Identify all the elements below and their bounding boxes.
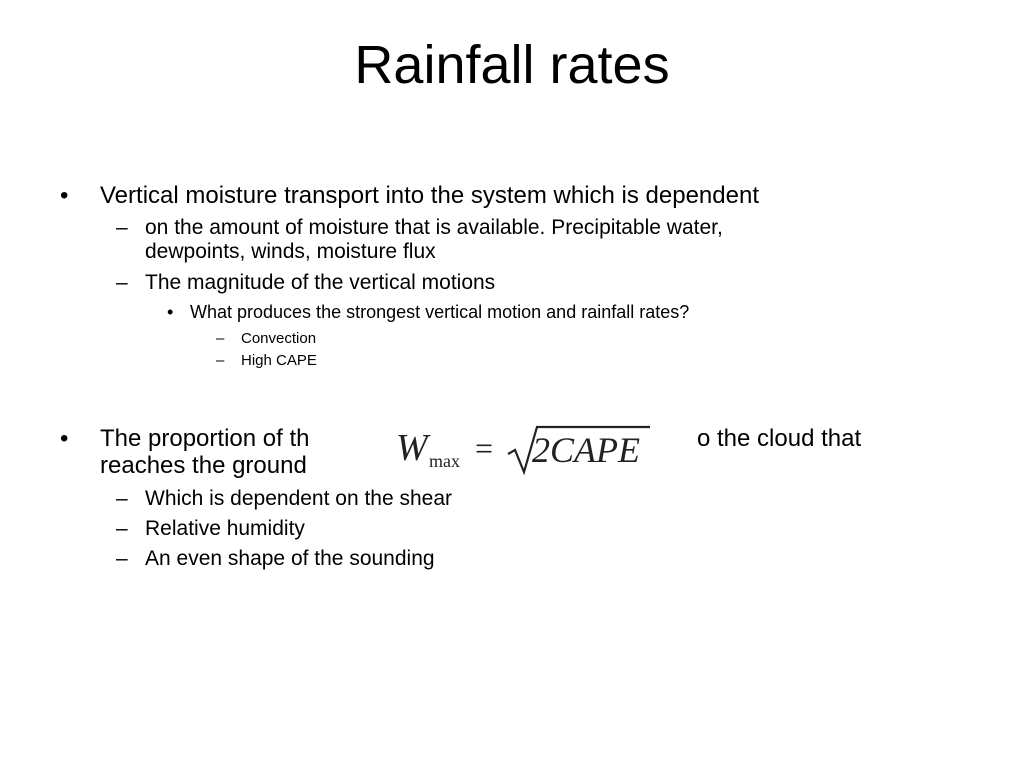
- dash-marker: –: [216, 352, 225, 369]
- sub-sub-item-question: What produces the strongest vertical motion and rainfall rates?: [190, 302, 690, 322]
- wmax-formula-image: [344, 416, 688, 484]
- item-convection: Convection: [241, 330, 317, 347]
- sub-item-sounding-shape: An even shape of the sounding: [145, 547, 435, 570]
- sub-item-vertical-motions: The magnitude of the vertical motions: [145, 271, 496, 294]
- dash-marker: –: [116, 271, 128, 294]
- formula-equals: =: [475, 430, 494, 466]
- bullet-marker: •: [167, 302, 174, 322]
- formula-subscript: max: [429, 451, 460, 471]
- dash-marker: –: [116, 517, 128, 540]
- dash-marker: –: [116, 547, 128, 570]
- bullet-marker: •: [60, 182, 69, 209]
- bullet-marker: •: [60, 425, 69, 452]
- bullet-1-text: Vertical moisture transport into the system which is dependent: [100, 182, 759, 209]
- slide-title: Rainfall rates: [354, 35, 670, 95]
- bullet-2-text-left: The proportion of th: [100, 425, 310, 452]
- dash-marker: –: [116, 216, 128, 239]
- sub-item-moisture-line2: dewpoints, winds, moisture flux: [145, 240, 436, 263]
- sub-item-shear: Which is dependent on the shear: [145, 487, 453, 510]
- formula-radicand: 2CAPE: [532, 430, 640, 470]
- bullet-2-text-right: o the cloud that: [697, 425, 862, 452]
- item-high-cape: High CAPE: [241, 352, 317, 369]
- dash-marker: –: [216, 330, 225, 347]
- dash-marker: –: [116, 487, 128, 510]
- formula-w: W: [396, 427, 428, 469]
- sub-item-moisture-line1: on the amount of moisture that is available. Precipitable water,: [145, 216, 723, 239]
- sub-item-relative-humidity: Relative humidity: [145, 517, 305, 540]
- bullet-2-text-line2: reaches the ground: [100, 452, 307, 479]
